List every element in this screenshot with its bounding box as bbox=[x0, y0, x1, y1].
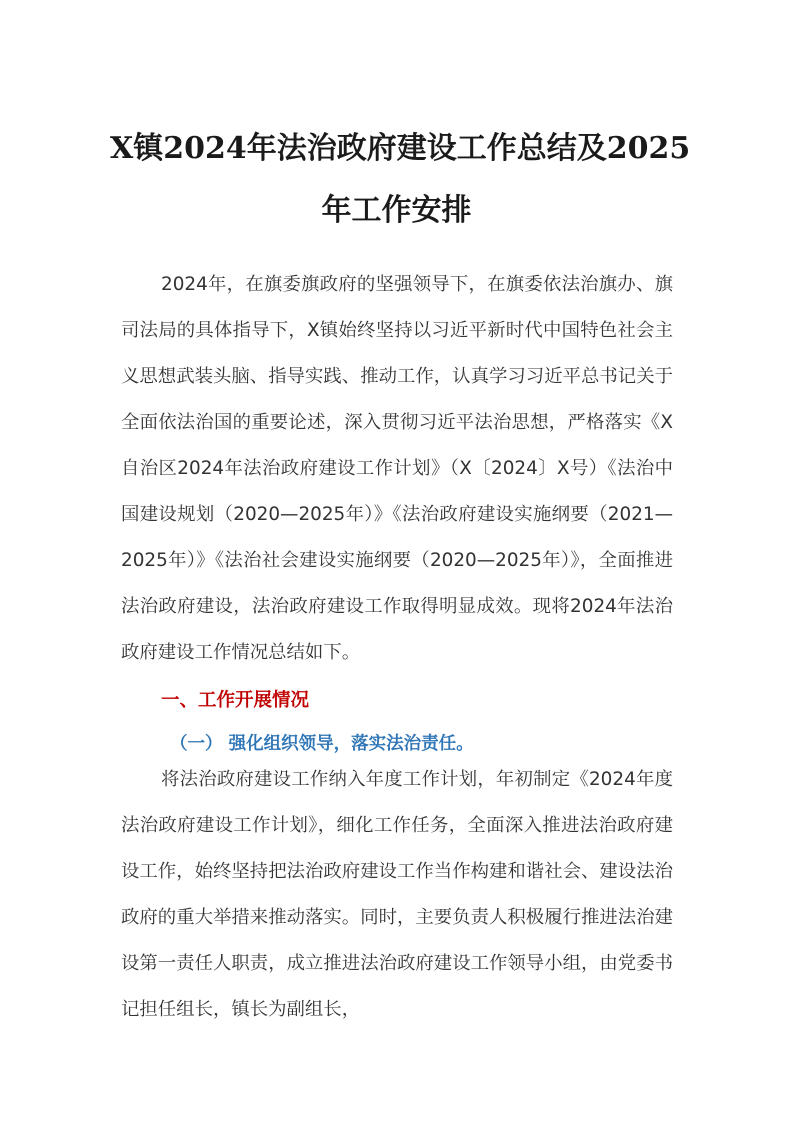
document-title-line-2: 年工作安排 bbox=[321, 193, 472, 228]
subsection-heading-organization: （一） 强化组织领导，落实法治责任。 bbox=[170, 734, 474, 754]
section-heading-work-progress: 一、工作开展情况 bbox=[161, 690, 310, 711]
section-paragraph: 将法治政府建设工作纳入年度工作计划，年初制定《2024年度法治政府建设工作计划》，细化工作任务，全面深入推进法治政府建设工作，始终坚持把法治政府建设工作当作构建和谐社会、建设法治政府的重大举措来推动落实。同时，主要负责人积极履行推进法治建设第一责任人职责，成立推进法治政府建设工作领导小组，由党委书记担任组长，镇长为副组长， bbox=[121, 769, 673, 1020]
document-title-line-1: X镇2024年法治政府建设工作总结及2025 bbox=[110, 131, 691, 166]
intro-paragraph: 2024年，在旗委旗政府的坚强领导下，在旗委依法治旗办、旗司法局的具体指导下，X镇始终坚持以习近平新时代中国特色社会主义思想武装头脑、指导实践、推动工作，认真学习习近平总书记关于全面依法治国的重要论述，深入贯彻习近平法治思想，严格落实《X自治区2024年法治政府建设工作计划》（X〔2024〕X号）《法治中国建设规划（2020—2025年）》《法治政府建设实施纲要（2021—2025年）》《法治社会建设实施纲要（2020—2025年）》，全面推进法治政府建设，法治政府建设工作取得明显成效。现将2024年法治政府建设工作情况总结如下。 bbox=[121, 274, 673, 663]
